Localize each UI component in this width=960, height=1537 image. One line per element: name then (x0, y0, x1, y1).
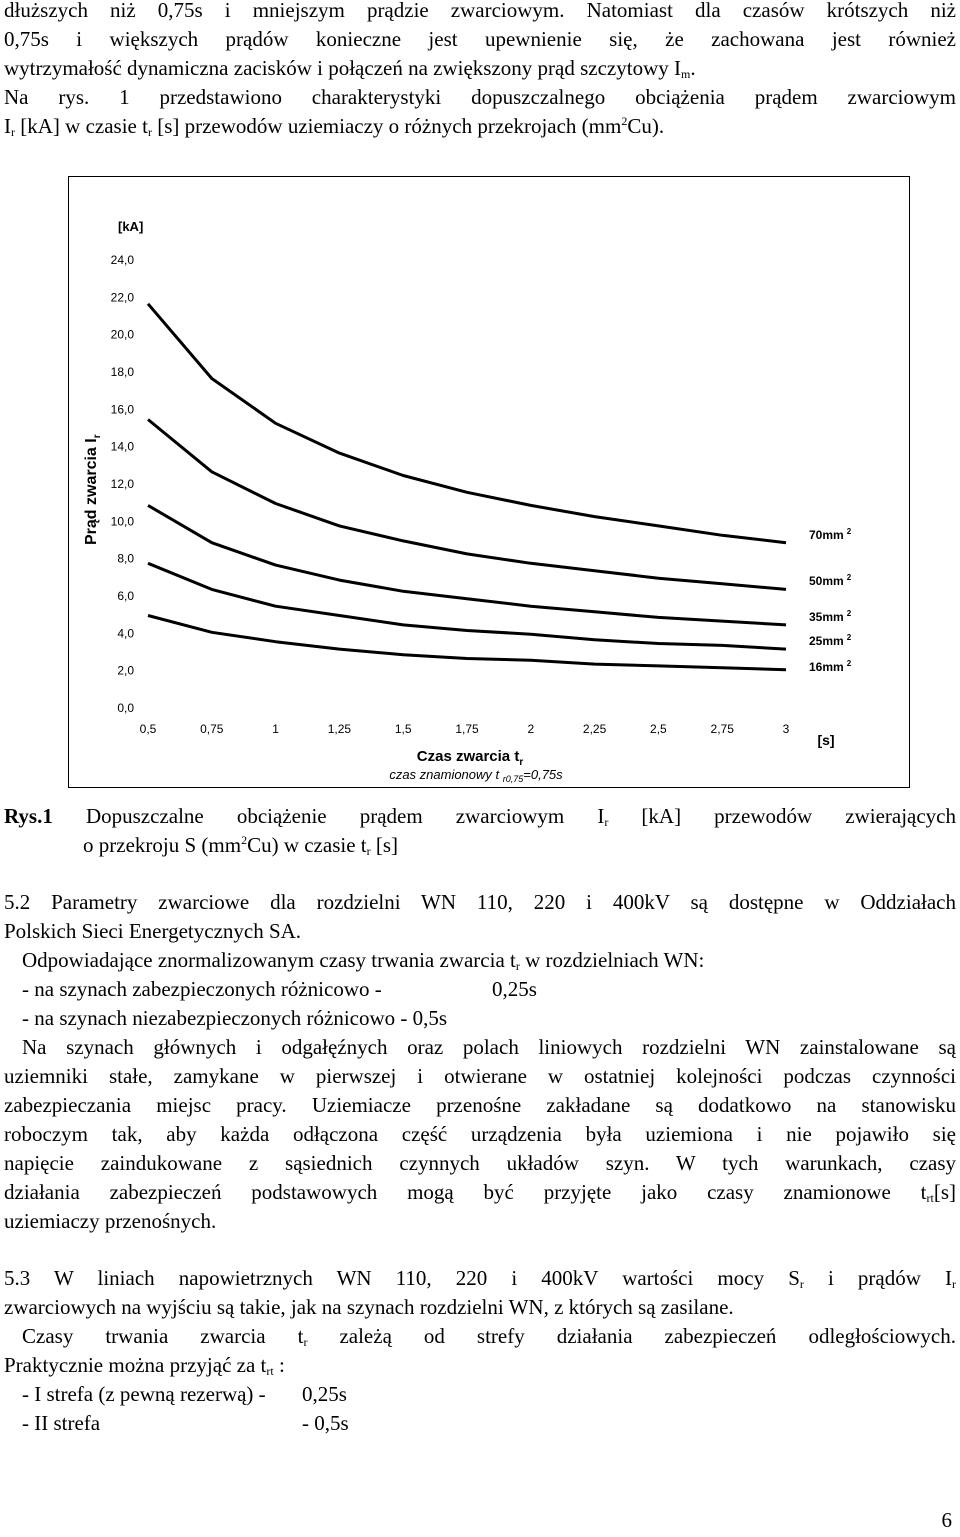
s53-line-1: 5.3 W liniach napowietrznych WN 110, 220 i 400kV wartości mocy $S_r$ i prądów $I_r$ (4, 1266, 956, 1291)
x-tick-label: 2 (527, 722, 535, 736)
x-tick-label: 3 (782, 722, 790, 736)
section-5-3 (4, 1264, 956, 1438)
s52-para-line-7: uziemiaczy przenośnych. (4, 1209, 217, 1233)
y-tick-label: 20,0 (110, 327, 134, 342)
y-tick-label: 2,0 (117, 663, 134, 678)
series-line (148, 505, 786, 625)
figref-line-2: $I_r$ [kA] w czasie $t_r$ [s] przewodów uziemiaczy o różnych przekrojach $(mm^2Cu)$. (4, 114, 665, 139)
y-tick-label: 14,0 (110, 439, 134, 454)
intro-line-2: 0,75s i większych prądów konieczne jest upewnienie się, że zachowana jest również (4, 27, 956, 51)
x-tick-label: 1,25 (327, 722, 352, 736)
s52-bullet-2: - na szynach niezabezpieczonych różnicowo - 0,5s (22, 1006, 448, 1030)
x-tick-label: 2,75 (710, 722, 734, 736)
y-tick-label: 4,0 (117, 626, 134, 641)
figure-caption (4, 802, 956, 860)
intro-line-1: dłuższych niż 0,75s i mniejszym prądzie zwarciowym. Natomiast dla czasów krótszych niż (4, 0, 956, 22)
x-axis-note: czas znamionowy t $_{r0,75}$=0,75s (389, 767, 563, 784)
series-line (148, 616, 786, 670)
s52-para-line-4: roboczym tak, aby każda odłączona część urządzenia była uziemiona i nie pojawiło się (4, 1122, 956, 1146)
s52-bullet-1: - na szynach zabezpieczonych różnicowo - 0,25s (22, 977, 537, 1001)
y-tick-label: 22,0 (110, 290, 134, 305)
y-tick-label: 6,0 (117, 589, 134, 603)
s53-line-3: Czasy trwania zwarcia $t_r$ zależą od strefy działania zabezpieczeń odległościowych. (22, 1324, 956, 1349)
s53-line-4: Praktycznie można przyjąć za $t_{rt}$ : (4, 1353, 285, 1378)
x-tick-label: 0,75 (200, 722, 224, 736)
y-tick-labels (111, 253, 135, 715)
x-tick-label: 1 (272, 722, 279, 736)
series-line (148, 420, 786, 590)
x-tick-label: 2,5 (650, 722, 667, 736)
s52-para-line-5: napięcie zaindukowane z sąsiednich czynnych układów szyn. W tych warunkach, czasy (4, 1151, 956, 1175)
x-tick-label: 2,25 (582, 722, 607, 736)
s52-para-line-1: Na szynach głównych i odgałęźnych oraz polach liniowych rozdzielni WN zainstalowane są (22, 1035, 956, 1059)
s52-line-3: Odpowiadające znormalizowanym czasy trwania zwarcia $t_r$ w rozdzielniach WN: (22, 948, 705, 973)
x-tick-labels (140, 722, 790, 736)
s53-bullet-1: - I strefa (z pewną rezerwą) - 0,25s (22, 1382, 347, 1406)
y-unit-label: [kA] (118, 219, 144, 234)
intro-line-3: wytrzymałość dynamiczna zacisków i połączeń na zwiększony prąd szczytowy $I_m$. (4, 56, 696, 81)
y-tick-label: 12,0 (110, 477, 134, 491)
series-label: 25mm $^2$ (809, 633, 852, 648)
y-tick-label: 18,0 (110, 365, 134, 379)
series-line (148, 304, 786, 543)
y-tick-label: 16,0 (110, 402, 134, 417)
s53-bullet-2: - II strefa - 0,5s (22, 1411, 349, 1435)
s53-line-2: zwarciowych na wyjściu są takie, jak na szynach rozdzielni WN, z których są zasilane. (4, 1295, 734, 1319)
svg-text:Prąd zwarcia Ir: Prąd zwarcia $I_r$ (83, 434, 103, 545)
caption-line-1: Rys.1 Dopuszczalne obciążenie prądem zwarciowym $I_r$ [kA] przewodów zwierających (4, 804, 956, 829)
series-label: 35mm $^2$ (809, 609, 852, 624)
y-tick-label: 24,0 (110, 253, 134, 267)
series-labels (809, 527, 852, 674)
y-axis-title (83, 434, 103, 545)
figref-line-1: Na rys. 1 przedstawiono charakterystyki dopuszczalnego obciążenia prądem zwarciowym (4, 85, 956, 109)
x-tick-label: 1,75 (455, 722, 479, 736)
series-label: 50mm $^2$ (809, 573, 852, 588)
series-label: 16mm $^2$ (809, 659, 852, 674)
y-tick-label: 0,0 (117, 701, 134, 715)
section-5-2 (4, 888, 956, 1236)
series-lines (148, 304, 786, 670)
x-tick-label: 1,5 (394, 722, 412, 736)
caption-label: Rys.1 (4, 804, 53, 828)
x-unit-label: [s] (817, 732, 835, 748)
x-axis-title: Czas zwarcia $t_r$ (416, 748, 524, 768)
s52-para-line-2: uziemniki stałe, zamykane w pierwszej i otwierane w ostatniej kolejności podczas czynności (4, 1064, 956, 1088)
s52-line-2: Polskich Sieci Energetycznych SA. (4, 919, 302, 943)
series-label: 70mm $^2$ (809, 527, 852, 542)
s52-para-line-6: działania zabezpieczeń podstawowych mogą być przyjęte jako czasy znamionowe $t_{rt}[s]$ (4, 1180, 956, 1205)
s52-line-1: 5.2 Parametry zwarciowe dla rozdzielni WN 110, 220 i 400kV są dostępne w Oddziałach (4, 890, 956, 914)
s52-para-line-3: zabezpieczania miejsc pracy. Uziemiacze przenośne zakładane są dodatkowo na stanowisku (4, 1093, 956, 1117)
x-tick-label: 0,5 (139, 722, 157, 736)
page-number: 6 (941, 1508, 952, 1532)
caption-line-2: o przekroju S $(mm^2Cu)$ w czasie $t_r$ [s] (83, 833, 399, 858)
y-tick-label: 8,0 (117, 551, 134, 566)
y-tick-label: 10,0 (110, 514, 134, 529)
